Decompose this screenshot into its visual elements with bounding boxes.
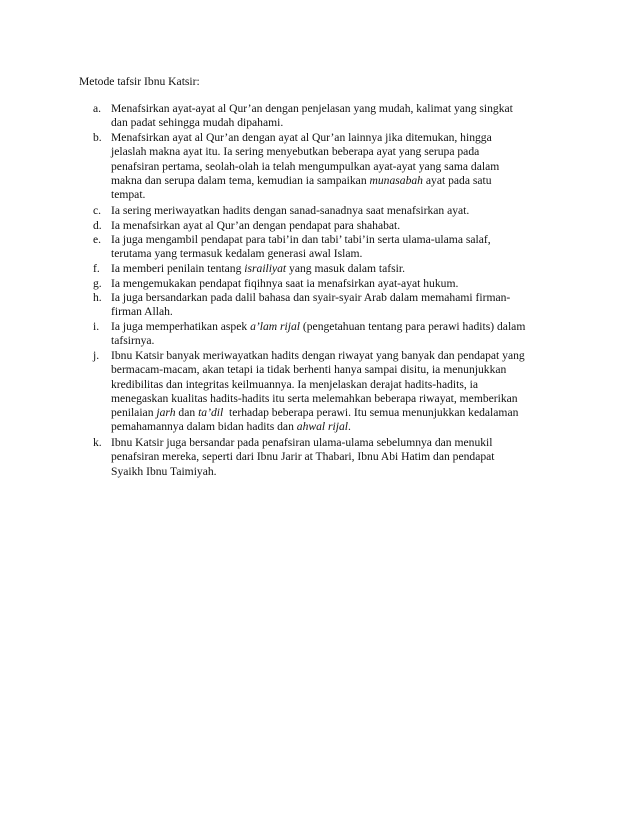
list-item-text [111,277,573,291]
text-segment: pemahamannya dalam bidan hadits dan [111,420,297,434]
text-segment: (pengetahuan tentang para perawi hadits) dalam [300,320,526,333]
text-line: penafsiran mereka, seperti dari Ibnu Jarir at Thabari, Ibnu Abi Hatim dan pendapat [111,450,495,464]
text-line: terutama yang termasuk kedalam generasi awal Islam. [111,247,363,261]
list-item-text [111,233,573,262]
list-marker: i. [93,320,100,333]
italic-term: jarh [156,406,176,420]
text-line: Ia juga bersandarkan pada dalil bahasa dan syair-syair Arab dalam memahami firman- [111,291,511,304]
list-item-c [93,204,573,218]
list-item-text [111,320,573,349]
list-marker: k. [93,436,102,449]
text-line [111,174,573,188]
list-marker: d. [93,219,102,232]
text-line: kredibilitas dan integritas keilmuannya. Ia menjelaskan derajat hadits-hadits, ia [111,377,479,391]
list-item-h [93,291,573,320]
text-line: Ibnu Katsir banyak meriwayatkan hadits dengan riwayat yang banyak dan pendapat yang [111,349,525,362]
list-item-text [111,131,573,202]
text-line [111,406,573,420]
list-marker: g. [93,277,102,290]
list-marker: h. [93,291,102,304]
text-line: dan padat sehingga mudah dipahami. [111,116,284,130]
text-line: Ia menafsirkan ayat al Qur’an dengan pendapat para shahabat. [111,219,401,232]
text-segment: yang masuk dalam tafsir. [286,262,405,275]
list-item-i [93,320,573,349]
text-line [111,320,573,334]
text-segment: terhadap beberapa perawi. Itu semua menunjukkan kedalaman [223,406,519,420]
list-item-text [111,291,573,320]
list-item-d [93,219,573,233]
list-marker: f. [93,262,100,275]
text-line: Ia mengemukakan pendapat fiqihnya saat ia menafsirkan ayat-ayat hukum. [111,277,459,290]
list-marker: a. [93,102,102,115]
italic-term: a’lam rijal [250,320,300,333]
text-line: bermacam-macam, akan tetapi ia tidak berhenti hanya sampai disitu, ia menunjukkan [111,363,507,377]
list-item-text [111,102,573,131]
list-item-text [111,349,573,435]
text-line: jelaslah makna ayat itu. Ia sering menyebutkan beberapa ayat yang serupa pada [111,145,480,159]
list-item-a [93,102,573,131]
text-line [111,420,573,434]
list-item-b [93,131,573,202]
text-line: tempat. [111,188,146,202]
text-line: Ia juga mengambil pendapat para tabi’in dan tabi’ tabi’in serta ulama-ulama salaf, [111,233,491,246]
list-item-j [93,349,573,435]
text-segment: Ia juga memperhatikan aspek [111,320,251,333]
italic-term: munasabah [369,173,423,187]
text-segment: dan [175,406,199,420]
text-line: Ibnu Katsir juga bersandar pada penafsiran ulama-ulama sebelumnya dan menukil [111,436,493,449]
text-line: firman Allah. [111,305,173,319]
text-line: Menafsirkan ayat al Qur’an dengan ayat al Qur’an lainnya jika ditemukan, hingga [111,131,492,144]
list-marker: e. [93,233,102,246]
list-item-text [111,262,573,276]
text-line [111,262,573,276]
text-line: Menafsirkan ayat-ayat al Qur’an dengan penjelasan yang mudah, kalimat yang singkat [111,102,513,115]
section-heading: Metode tafsir Ibnu Katsir: [79,75,200,88]
list-marker: c. [93,204,102,217]
text-segment: . [347,420,351,434]
list-item-text [111,219,573,233]
list-item-f [93,262,573,276]
italic-term: ta’dil [198,406,224,420]
text-segment: ayat pada satu [422,173,492,187]
text-segment: penilaian [111,406,157,420]
list-item-text [111,204,573,218]
list-item-g [93,277,573,291]
list-item-text [111,436,573,479]
text-segment: Ia memberi penilain tentang [111,262,245,275]
list-marker: b. [93,131,102,144]
text-line: menegaskan kualitas hadits-hadits itu serta melemahkan beberapa riwayat, memberikan [111,391,518,405]
text-line: Ia sering meriwayatkan hadits dengan sanad-sanadnya saat menafsirkan ayat. [111,204,470,217]
italic-term: ahwal rijal [296,420,348,434]
text-line: Syaikh Ibnu Taimiyah. [111,464,217,478]
list-marker: j. [93,349,100,362]
list-item-k [93,436,573,479]
list-item-e [93,233,573,262]
text-line: penafsiran pertama, seolah-olah ia telah mengumpulkan ayat-ayat yang sama dalam [111,159,500,173]
text-segment: makna dan serupa dalam tema, kemudian ia sampaikan [111,173,370,187]
text-line: tafsirnya. [111,334,155,348]
italic-term: israiliyat [244,262,287,275]
